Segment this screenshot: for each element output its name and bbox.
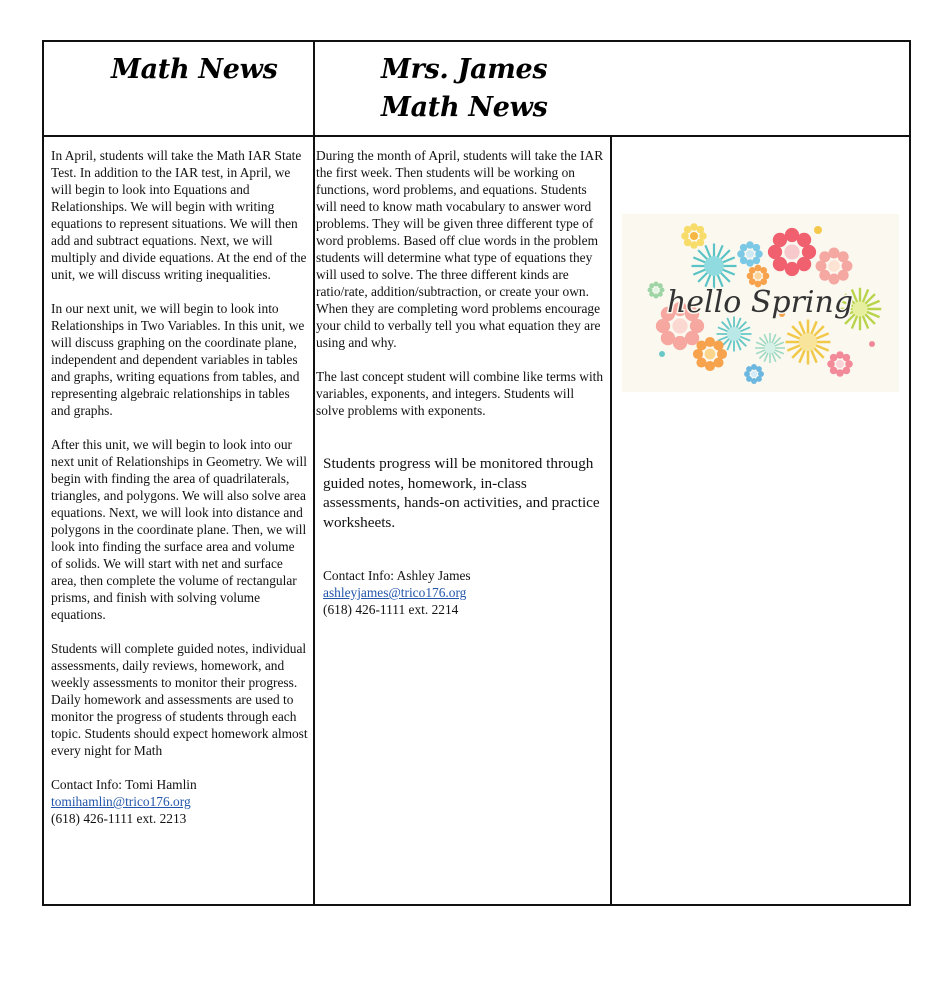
left-contact-phone: (618) 426-1111 ext. 2213 xyxy=(51,811,187,826)
middle-contact-phone: (618) 426-1111 ext. 2214 xyxy=(323,602,459,617)
flower-blue-small xyxy=(737,241,763,267)
middle-paragraph-2: The last concept student will combine like terms with variables, exponents, and integers. Students will solve problems with exponents. xyxy=(316,369,604,418)
column-divider-2 xyxy=(610,136,612,906)
right-header-title-line2: Math News xyxy=(381,92,548,123)
middle-contact-label: Contact Info: Ashley James xyxy=(323,568,471,583)
dot-yellow xyxy=(814,226,822,234)
flower-pink xyxy=(816,248,853,285)
dot-pink xyxy=(869,341,875,347)
flower-yellow-left xyxy=(681,223,707,249)
flowers-illustration xyxy=(622,214,899,392)
hello-spring-lettering: hello Spring xyxy=(666,285,854,320)
middle-contact xyxy=(323,567,605,618)
flower-small-left xyxy=(647,281,664,298)
flower-orange xyxy=(747,265,770,288)
left-contact-email-link[interactable]: tomihamlin@trico176.org xyxy=(51,794,191,809)
left-paragraph-1: In April, students will take the Math IAR State Test. In addition to the IAR test, in April, we will begin to look into Equations and Relationships. We will begin with writing equations to represent situations. We will then add and subtract equations. Next, we will multiply and divide equations. At the end of the unit, we will discuss writing inequalities. xyxy=(51,148,307,282)
right-header-title-line1: Mrs. James xyxy=(381,54,548,85)
middle-contact-email-link[interactable]: ashleyjames@trico176.org xyxy=(323,585,467,600)
flower-orange-bottom xyxy=(693,337,727,371)
left-paragraph-4: Students will complete guided notes, individual assessments, daily reviews, homework, and weekly assessments to monitor their progress. Daily homework and assessments are used to monitor the progress of students through each topic. Students should expect homework almost every night for Math xyxy=(51,641,308,758)
left-contact-label: Contact Info: Tomi Hamlin xyxy=(51,777,197,792)
left-header-title: Math News xyxy=(111,54,278,85)
hello-spring-image xyxy=(622,214,899,392)
dot-teal xyxy=(659,351,665,357)
flower-yellow-bottom xyxy=(786,320,831,365)
middle-progress-text: Students progress will be monitored through guided notes, homework, in-class assessments, hands-on activities, and practice worksheets. xyxy=(323,455,600,531)
middle-paragraph-1: During the month of April, students will take the IAR the first week. Then students will be working on functions, word problems, and equations. Students will need to know math vocabulary to answer word problems. They will be given three different type of word problems. Based off clue words in the problem students will determine what type of equations they will used to solve. The three different kinds are ratio/rate, addition/subtraction, or create your own. When they are completing word problems encourage your child to verbally tell you what equation they are using and why. xyxy=(316,148,604,350)
middle-column xyxy=(316,147,604,436)
flower-blue-bottom xyxy=(744,364,764,384)
flower-red xyxy=(768,228,816,276)
left-column xyxy=(51,147,308,827)
flower-teal xyxy=(692,244,737,289)
left-paragraph-3: After this unit, we will begin to look into our next unit of Relationships in Geometry. We will begin with finding the area of quadrilaterals, triangles, and polygons. We will also solve area equations. Next, we will look into distance and polygons in the coordinate plane. Then, we will look into finding the surface area and volume of solids. We will start with net and surface area, then complete the volume of rectangular prisms, and finish with solving volume equations. xyxy=(51,437,307,622)
flower-pink-bottom xyxy=(827,351,853,377)
left-paragraph-2: In our next unit, we will begin to look into Relationships in Two Variables. In this unit, we will discuss graphing on the coordinate plane, independent and dependent variables in tables and graphs, writing equations from tables, and representing algebraic relationships in tables and graphs. xyxy=(51,301,305,418)
flower-mint-bottom xyxy=(755,333,785,363)
header-divider xyxy=(42,135,911,137)
column-divider-1 xyxy=(313,40,315,906)
